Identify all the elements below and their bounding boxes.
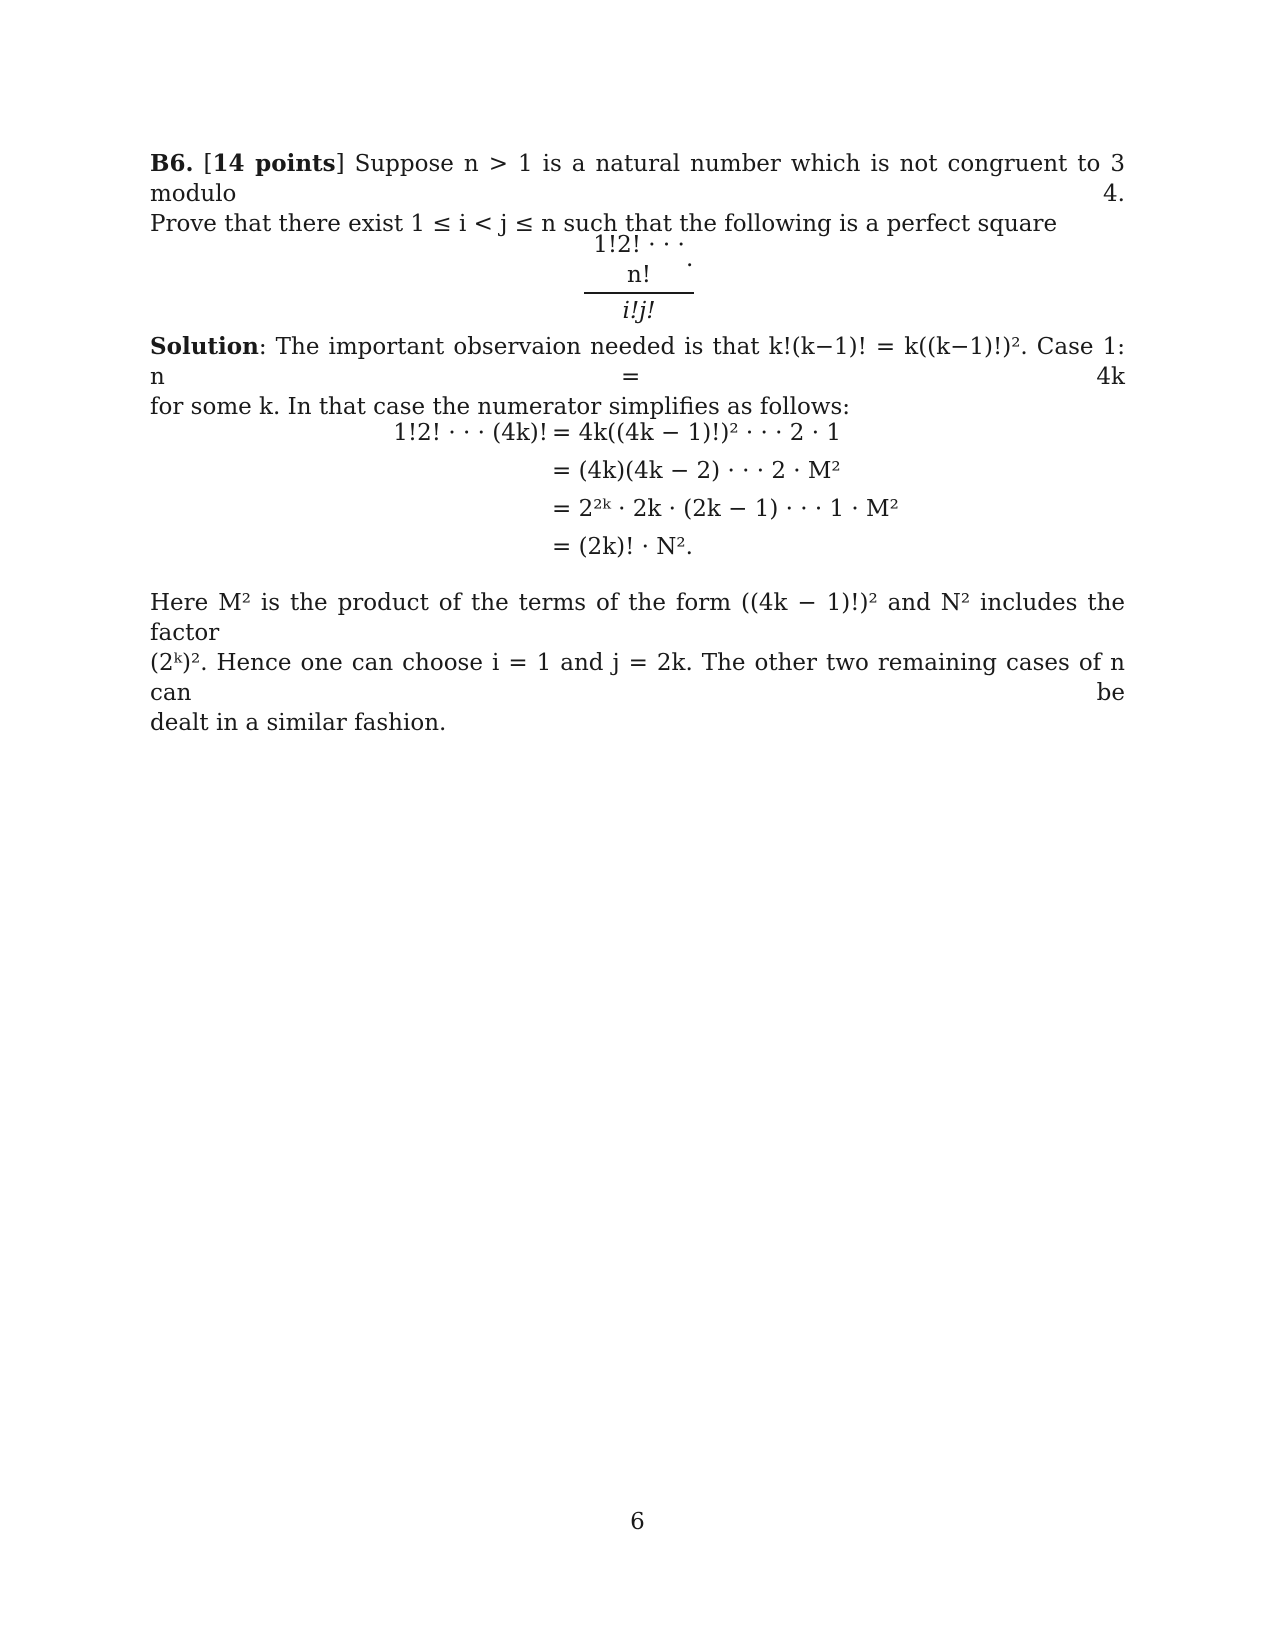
equation-right: = (4k)(4k − 2) · · · 2 · M² bbox=[552, 458, 841, 484]
closing-line-1: Here M² is the product of the terms of the form ((4k − 1)!)² and N² includes the factor bbox=[150, 590, 1125, 646]
equation-row bbox=[380, 452, 900, 490]
fraction-denominator: i!j! bbox=[622, 297, 656, 324]
solution-line-2: for some k. In that case the numerator simplifies as follows: bbox=[150, 394, 851, 420]
equation-right: = 4k((4k − 1)!)² · · · 2 · 1 bbox=[552, 420, 841, 446]
equation-right: = 2²ᵏ · 2k · (2k − 1) · · · 1 · M² bbox=[552, 496, 899, 522]
problem-line-1 bbox=[150, 149, 1125, 209]
fraction-numerator: 1!2! · · · n! bbox=[593, 232, 685, 288]
fraction-bar bbox=[584, 292, 694, 294]
equation-left: 1!2! · · · (4k)! bbox=[393, 420, 548, 446]
closing-paragraph bbox=[150, 588, 1125, 738]
equation-row bbox=[380, 414, 900, 452]
fraction-period: . bbox=[686, 246, 694, 272]
problem-line-2: Prove that there exist 1 ≤ i < j ≤ n such that the following is a perfect square bbox=[150, 211, 1058, 237]
equation-row bbox=[380, 528, 900, 566]
points-open-bracket: [ bbox=[203, 151, 213, 177]
equation-left bbox=[380, 452, 548, 490]
problem-statement bbox=[150, 149, 1125, 239]
equation-left bbox=[380, 490, 548, 528]
equation-left bbox=[380, 528, 548, 566]
solution-label: Solution bbox=[150, 333, 259, 360]
solution-line-1 bbox=[150, 332, 1125, 392]
closing-line-3: dealt in a similar fashion. bbox=[150, 710, 447, 736]
display-fraction bbox=[584, 230, 694, 326]
closing-line-2: (2ᵏ)². Hence one can choose i = 1 and j = 2k. The other two remaining cases of n can be bbox=[150, 650, 1125, 706]
solution-line-1-text: : The important observaion needed is that k!(k−1)! = k((k−1)!)². Case 1: n = 4k bbox=[150, 334, 1125, 390]
points-close-bracket: ] bbox=[335, 151, 345, 177]
solution-paragraph bbox=[150, 332, 1125, 422]
points-value: 14 points bbox=[212, 150, 336, 177]
equation-row bbox=[380, 490, 900, 528]
problem-line-1-text: Suppose n > 1 is a natural number which is not congruent to 3 modulo 4. bbox=[150, 151, 1125, 207]
aligned-equations bbox=[380, 414, 900, 566]
problem-label: B6. bbox=[150, 150, 194, 177]
equation-right: = (2k)! · N². bbox=[552, 534, 693, 560]
page-number: 6 bbox=[630, 1509, 645, 1535]
